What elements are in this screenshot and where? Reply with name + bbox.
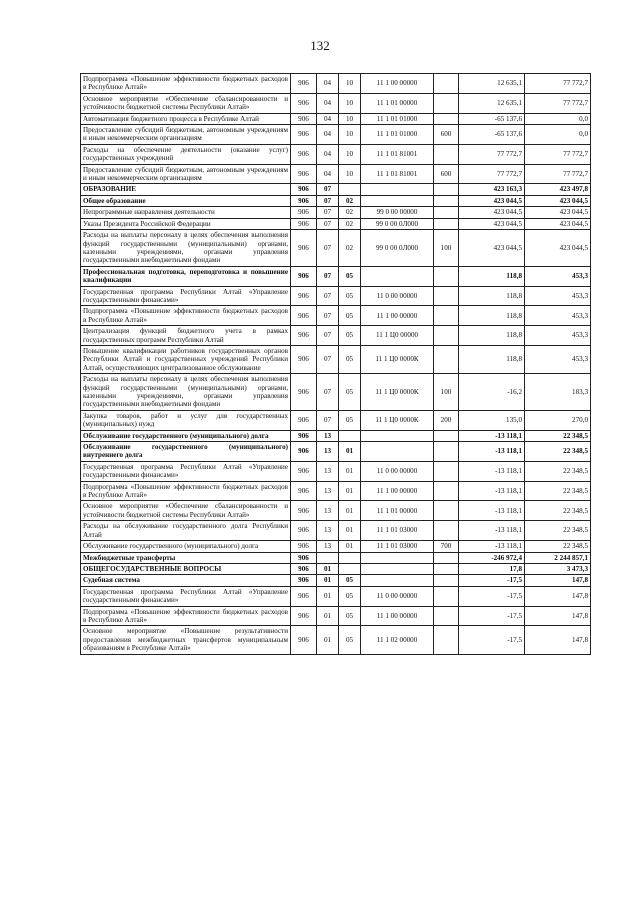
amount-total-cell: 77 772,7 xyxy=(525,164,591,184)
amount-total-cell: 22 348,5 xyxy=(525,461,591,481)
expense-type-cell xyxy=(434,218,459,229)
amount-change-cell: -13 118,1 xyxy=(459,481,525,501)
subsection-code-cell: 05 xyxy=(339,345,361,373)
target-article-cell xyxy=(361,195,434,206)
admin-code-cell: 906 xyxy=(291,345,317,373)
admin-code-cell: 906 xyxy=(291,575,317,586)
amount-change-cell: -65 137,6 xyxy=(459,125,525,145)
amount-change-cell: -13 118,1 xyxy=(459,461,525,481)
row-name-cell: ОБЩЕГОСУДАРСТВЕННЫЕ ВОПРОСЫ xyxy=(81,563,291,574)
target-article-cell: 11 1 00 00000 xyxy=(361,606,434,626)
amount-change-cell: -16,2 xyxy=(459,374,525,411)
amount-total-cell: 77 772,7 xyxy=(525,144,591,164)
target-article-cell: 11 1 Ц0 00000 xyxy=(361,326,434,346)
amount-total-cell: 22 348,5 xyxy=(525,481,591,501)
expense-type-cell xyxy=(434,430,459,441)
admin-code-cell: 906 xyxy=(291,326,317,346)
row-name-cell: ОБРАЗОВАНИЕ xyxy=(81,184,291,195)
row-name-cell: Подпрограмма «Повышение эффективности бюджетных расходов в Республике Алтай» xyxy=(81,74,291,94)
admin-code-cell: 906 xyxy=(291,586,317,606)
section-code-cell: 01 xyxy=(317,586,339,606)
section-code-cell: 01 xyxy=(317,626,339,654)
row-name-cell: Профессиональная подготовка, переподготовка и повышение квалификации xyxy=(81,266,291,286)
subsection-code-cell: 05 xyxy=(339,266,361,286)
expense-type-cell xyxy=(434,552,459,563)
table-row xyxy=(81,586,591,606)
admin-code-cell: 906 xyxy=(291,113,317,124)
subsection-code-cell: 10 xyxy=(339,125,361,145)
amount-change-cell: 423 163,3 xyxy=(459,184,525,195)
expense-type-cell xyxy=(434,93,459,113)
target-article-cell: 11 1 01 01000 xyxy=(361,125,434,145)
table-row xyxy=(81,541,591,552)
section-code-cell: 07 xyxy=(317,326,339,346)
subsection-code-cell: 05 xyxy=(339,374,361,411)
row-name-cell: Указы Президента Российской Федерации xyxy=(81,218,291,229)
subsection-code-cell: 05 xyxy=(339,626,361,654)
expense-type-cell xyxy=(434,195,459,206)
admin-code-cell: 906 xyxy=(291,541,317,552)
admin-code-cell: 906 xyxy=(291,125,317,145)
admin-code-cell: 906 xyxy=(291,501,317,521)
table-row xyxy=(81,218,591,229)
amount-change-cell: 77 772,7 xyxy=(459,164,525,184)
admin-code-cell: 906 xyxy=(291,184,317,195)
admin-code-cell: 906 xyxy=(291,230,317,267)
amount-change-cell: 423 044,5 xyxy=(459,195,525,206)
row-name-cell: Основное мероприятие «Обеспечение сбалансированности и устойчивости бюджетной системы Республики Алтай» xyxy=(81,93,291,113)
admin-code-cell: 906 xyxy=(291,207,317,218)
table-row xyxy=(81,481,591,501)
amount-total-cell: 423 044,5 xyxy=(525,218,591,229)
admin-code-cell: 906 xyxy=(291,481,317,501)
amount-total-cell: 147,8 xyxy=(525,586,591,606)
section-code-cell: 04 xyxy=(317,144,339,164)
amount-change-cell: 17,8 xyxy=(459,563,525,574)
target-article-cell: 11 1 00 00000 xyxy=(361,481,434,501)
target-article-cell: 99 0 00 0Л000 xyxy=(361,230,434,267)
section-code-cell: 13 xyxy=(317,461,339,481)
table-row xyxy=(81,306,591,326)
expense-type-cell xyxy=(434,626,459,654)
amount-change-cell: 118,8 xyxy=(459,326,525,346)
table-row xyxy=(81,144,591,164)
subsection-code-cell: 05 xyxy=(339,586,361,606)
row-name-cell: Расходы на обеспечение деятельности (оказание услуг) государственных учреждений xyxy=(81,144,291,164)
amount-change-cell: 423 044,5 xyxy=(459,207,525,218)
subsection-code-cell xyxy=(339,430,361,441)
admin-code-cell: 906 xyxy=(291,430,317,441)
amount-change-cell: -13 118,1 xyxy=(459,521,525,541)
target-article-cell: 11 1 Ц0 0000К xyxy=(361,410,434,430)
amount-total-cell: 183,3 xyxy=(525,374,591,411)
subsection-code-cell xyxy=(339,184,361,195)
table-row xyxy=(81,626,591,654)
table-row xyxy=(81,125,591,145)
section-code-cell: 07 xyxy=(317,306,339,326)
expense-type-cell xyxy=(434,606,459,626)
target-article-cell xyxy=(361,266,434,286)
amount-total-cell: 147,8 xyxy=(525,606,591,626)
expense-type-cell: 100 xyxy=(434,230,459,267)
amount-change-cell: -13 118,1 xyxy=(459,501,525,521)
amount-total-cell: 423 044,5 xyxy=(525,230,591,267)
amount-change-cell: 77 772,7 xyxy=(459,144,525,164)
section-code-cell: 07 xyxy=(317,286,339,306)
amount-change-cell: 423 044,5 xyxy=(459,230,525,267)
subsection-code-cell: 05 xyxy=(339,575,361,586)
table-row xyxy=(81,93,591,113)
section-code-cell: 04 xyxy=(317,125,339,145)
section-code-cell xyxy=(317,552,339,563)
expense-type-cell xyxy=(434,207,459,218)
expense-type-cell: 600 xyxy=(434,164,459,184)
amount-change-cell: 423 044,5 xyxy=(459,218,525,229)
amount-change-cell: -13 118,1 xyxy=(459,430,525,441)
admin-code-cell: 906 xyxy=(291,626,317,654)
row-name-cell: Предоставление субсидий бюджетным, автономным учреждениям и иным некоммерческим организациям xyxy=(81,164,291,184)
row-name-cell: Обслуживание государственного (муниципального) долга xyxy=(81,430,291,441)
section-code-cell: 01 xyxy=(317,563,339,574)
row-name-cell: Основное мероприятие «Обеспечение сбалансированности и устойчивости бюджетной системы Республики Алтай» xyxy=(81,501,291,521)
table-row xyxy=(81,374,591,411)
amount-change-cell: 118,8 xyxy=(459,286,525,306)
amount-total-cell: 0,0 xyxy=(525,125,591,145)
section-code-cell: 07 xyxy=(317,374,339,411)
amount-change-cell: 118,8 xyxy=(459,266,525,286)
subsection-code-cell: 05 xyxy=(339,326,361,346)
target-article-cell: 11 1 02 00000 xyxy=(361,626,434,654)
section-code-cell: 13 xyxy=(317,430,339,441)
target-article-cell xyxy=(361,552,434,563)
section-code-cell: 07 xyxy=(317,266,339,286)
table-row xyxy=(81,442,591,462)
table-row xyxy=(81,606,591,626)
subsection-code-cell: 02 xyxy=(339,230,361,267)
expense-type-cell xyxy=(434,501,459,521)
target-article-cell xyxy=(361,575,434,586)
target-article-cell: 11 1 00 00000 xyxy=(361,74,434,94)
expense-type-cell xyxy=(434,144,459,164)
table-row xyxy=(81,266,591,286)
expense-type-cell: 600 xyxy=(434,125,459,145)
table-row xyxy=(81,563,591,574)
target-article-cell: 99 0 00 00000 xyxy=(361,207,434,218)
row-name-cell: Государственная программа Республики Алтай «Управление государственными финансами» xyxy=(81,586,291,606)
table-row xyxy=(81,326,591,346)
target-article-cell: 11 1 00 00000 xyxy=(361,306,434,326)
amount-total-cell: 77 772,7 xyxy=(525,74,591,94)
table-row xyxy=(81,410,591,430)
section-code-cell: 07 xyxy=(317,184,339,195)
table-row xyxy=(81,552,591,563)
admin-code-cell: 906 xyxy=(291,195,317,206)
subsection-code-cell: 02 xyxy=(339,207,361,218)
amount-change-cell: 118,8 xyxy=(459,345,525,373)
amount-total-cell: 77 772,7 xyxy=(525,93,591,113)
target-article-cell: 11 1 Ц0 0000К xyxy=(361,345,434,373)
target-article-cell: 11 1 01 03000 xyxy=(361,541,434,552)
table-row xyxy=(81,575,591,586)
amount-total-cell: 3 473,3 xyxy=(525,563,591,574)
table-row xyxy=(81,345,591,373)
subsection-code-cell xyxy=(339,552,361,563)
subsection-code-cell: 01 xyxy=(339,481,361,501)
subsection-code-cell: 10 xyxy=(339,164,361,184)
target-article-cell: 11 0 00 00000 xyxy=(361,461,434,481)
table-row xyxy=(81,207,591,218)
amount-change-cell: 118,8 xyxy=(459,306,525,326)
section-code-cell: 13 xyxy=(317,521,339,541)
section-code-cell: 07 xyxy=(317,195,339,206)
expense-type-cell xyxy=(434,586,459,606)
amount-total-cell: 423 044,5 xyxy=(525,195,591,206)
amount-change-cell: -17,5 xyxy=(459,586,525,606)
section-code-cell: 07 xyxy=(317,230,339,267)
subsection-code-cell: 01 xyxy=(339,461,361,481)
target-article-cell: 11 1 01 03000 xyxy=(361,521,434,541)
row-name-cell: Расходы на обслуживание государственного долга Республики Алтай xyxy=(81,521,291,541)
table-row xyxy=(81,164,591,184)
target-article-cell: 11 1 01 81001 xyxy=(361,164,434,184)
table-row xyxy=(81,521,591,541)
section-code-cell: 07 xyxy=(317,207,339,218)
row-name-cell: Межбюджетные трансферты xyxy=(81,552,291,563)
row-name-cell: Непрограммные направления деятельности xyxy=(81,207,291,218)
admin-code-cell: 906 xyxy=(291,521,317,541)
amount-total-cell: 453,3 xyxy=(525,286,591,306)
amount-total-cell: 453,3 xyxy=(525,306,591,326)
expense-type-cell xyxy=(434,266,459,286)
row-name-cell: Общее образование xyxy=(81,195,291,206)
admin-code-cell: 906 xyxy=(291,164,317,184)
admin-code-cell: 906 xyxy=(291,266,317,286)
target-article-cell: 99 0 00 0Л000 xyxy=(361,218,434,229)
row-name-cell: Подпрограмма «Повышение эффективности бюджетных расходов в Республике Алтай» xyxy=(81,481,291,501)
amount-total-cell: 22 348,5 xyxy=(525,521,591,541)
subsection-code-cell: 10 xyxy=(339,113,361,124)
table-row xyxy=(81,113,591,124)
amount-total-cell: 147,8 xyxy=(525,626,591,654)
row-name-cell: Основное мероприятие «Повышение результативности предоставления межбюджетных трансфертов муниципальным образованиям в Республике Алтай» xyxy=(81,626,291,654)
row-name-cell: Расходы на выплаты персоналу в целях обеспечения выполнения функций государственными (муниципальными) органами, казенными учреждениями, органами управления государственными внебюджетными фондами xyxy=(81,374,291,411)
amount-total-cell: 270,0 xyxy=(525,410,591,430)
subsection-code-cell: 02 xyxy=(339,195,361,206)
target-article-cell: 11 1 01 00000 xyxy=(361,93,434,113)
section-code-cell: 07 xyxy=(317,218,339,229)
section-code-cell: 07 xyxy=(317,345,339,373)
admin-code-cell: 906 xyxy=(291,552,317,563)
expense-type-cell xyxy=(434,521,459,541)
target-article-cell: 11 1 01 81001 xyxy=(361,144,434,164)
subsection-code-cell: 05 xyxy=(339,286,361,306)
admin-code-cell: 906 xyxy=(291,144,317,164)
subsection-code-cell: 01 xyxy=(339,521,361,541)
section-code-cell: 13 xyxy=(317,501,339,521)
subsection-code-cell: 01 xyxy=(339,442,361,462)
expense-type-cell xyxy=(434,326,459,346)
subsection-code-cell: 01 xyxy=(339,541,361,552)
subsection-code-cell: 10 xyxy=(339,93,361,113)
expense-type-cell xyxy=(434,575,459,586)
amount-total-cell: 22 348,5 xyxy=(525,501,591,521)
expense-type-cell xyxy=(434,74,459,94)
subsection-code-cell: 02 xyxy=(339,218,361,229)
row-name-cell: Автоматизация бюджетного процесса в Республике Алтай xyxy=(81,113,291,124)
subsection-code-cell xyxy=(339,563,361,574)
admin-code-cell: 906 xyxy=(291,606,317,626)
page-number: 132 xyxy=(310,38,330,53)
row-name-cell: Государственная программа Республики Алтай «Управление государственными финансами» xyxy=(81,461,291,481)
section-code-cell: 07 xyxy=(317,410,339,430)
table-row xyxy=(81,74,591,94)
amount-change-cell: -13 118,1 xyxy=(459,541,525,552)
section-code-cell: 13 xyxy=(317,481,339,501)
admin-code-cell: 906 xyxy=(291,286,317,306)
subsection-code-cell: 05 xyxy=(339,306,361,326)
admin-code-cell: 906 xyxy=(291,74,317,94)
row-name-cell: Обслуживание государственного (муниципального) долга xyxy=(81,541,291,552)
expense-type-cell xyxy=(434,481,459,501)
amount-total-cell: 22 348,5 xyxy=(525,442,591,462)
row-name-cell: Подпрограмма «Повышение эффективности бюджетных расходов в Республике Алтай» xyxy=(81,306,291,326)
table-row xyxy=(81,461,591,481)
section-code-cell: 01 xyxy=(317,606,339,626)
expense-type-cell: 100 xyxy=(434,374,459,411)
row-name-cell: Подпрограмма «Повышение эффективности бюджетных расходов в Республике Алтай» xyxy=(81,606,291,626)
amount-total-cell: 423 497,8 xyxy=(525,184,591,195)
admin-code-cell: 906 xyxy=(291,218,317,229)
amount-change-cell: -65 137,6 xyxy=(459,113,525,124)
table-row xyxy=(81,195,591,206)
expense-type-cell xyxy=(434,563,459,574)
admin-code-cell: 906 xyxy=(291,563,317,574)
target-article-cell: 11 1 01 00000 xyxy=(361,501,434,521)
row-name-cell: Государственная программа Республики Алтай «Управление государственными финансами» xyxy=(81,286,291,306)
section-code-cell: 04 xyxy=(317,74,339,94)
target-article-cell xyxy=(361,563,434,574)
amount-change-cell: -17,5 xyxy=(459,626,525,654)
admin-code-cell: 906 xyxy=(291,93,317,113)
expense-type-cell xyxy=(434,345,459,373)
table-row xyxy=(81,501,591,521)
admin-code-cell: 906 xyxy=(291,461,317,481)
section-code-cell: 01 xyxy=(317,575,339,586)
row-name-cell: Закупка товаров, работ и услуг для государственных (муниципальных) нужд xyxy=(81,410,291,430)
amount-total-cell: 453,3 xyxy=(525,266,591,286)
expense-type-cell xyxy=(434,184,459,195)
amount-change-cell: 12 635,1 xyxy=(459,93,525,113)
target-article-cell xyxy=(361,442,434,462)
row-name-cell: Повышение квалификации работников государственных органов Республики Алтай и государственных учреждений Республики Алтай, осуществляющих централизованное обслуживание xyxy=(81,345,291,373)
target-article-cell: 11 1 01 01000 xyxy=(361,113,434,124)
subsection-code-cell: 01 xyxy=(339,501,361,521)
amount-total-cell: 453,3 xyxy=(525,326,591,346)
subsection-code-cell: 05 xyxy=(339,606,361,626)
amount-change-cell: -13 118,1 xyxy=(459,442,525,462)
amount-change-cell: -17,5 xyxy=(459,606,525,626)
target-article-cell: 11 0 00 00000 xyxy=(361,586,434,606)
target-article-cell: 11 0 00 00000 xyxy=(361,286,434,306)
expense-type-cell xyxy=(434,113,459,124)
admin-code-cell: 906 xyxy=(291,374,317,411)
row-name-cell: Судебная система xyxy=(81,575,291,586)
subsection-code-cell: 10 xyxy=(339,74,361,94)
subsection-code-cell: 05 xyxy=(339,410,361,430)
admin-code-cell: 906 xyxy=(291,410,317,430)
expense-type-cell xyxy=(434,306,459,326)
amount-total-cell: 0,0 xyxy=(525,113,591,124)
amount-change-cell: 135,0 xyxy=(459,410,525,430)
amount-total-cell: 22 348,5 xyxy=(525,541,591,552)
row-name-cell: Расходы на выплаты персоналу в целях обеспечения выполнения функций государственными (муниципальными) органами, казенными учреждениями, органами управления государственными внебюджетными фондами xyxy=(81,230,291,267)
amount-total-cell: 2 244 857,1 xyxy=(525,552,591,563)
row-name-cell: Централизация функций бюджетного учета в рамках государственных программ Республики Алтай xyxy=(81,326,291,346)
subsection-code-cell: 10 xyxy=(339,144,361,164)
table-row xyxy=(81,430,591,441)
expense-type-cell xyxy=(434,442,459,462)
table-row xyxy=(81,230,591,267)
table-row xyxy=(81,184,591,195)
amount-change-cell: 12 635,1 xyxy=(459,74,525,94)
expense-type-cell: 700 xyxy=(434,541,459,552)
target-article-cell: 11 1 Ц0 0000К xyxy=(361,374,434,411)
section-code-cell: 13 xyxy=(317,442,339,462)
amount-total-cell: 147,8 xyxy=(525,575,591,586)
section-code-cell: 04 xyxy=(317,164,339,184)
row-name-cell: Обслуживание государственного (муниципального) внутреннего долга xyxy=(81,442,291,462)
amount-total-cell: 453,3 xyxy=(525,345,591,373)
target-article-cell xyxy=(361,430,434,441)
section-code-cell: 13 xyxy=(317,541,339,552)
expense-type-cell xyxy=(434,286,459,306)
expense-type-cell: 200 xyxy=(434,410,459,430)
expense-type-cell xyxy=(434,461,459,481)
amount-change-cell: -246 972,4 xyxy=(459,552,525,563)
row-name-cell: Предоставление субсидий бюджетным, автономным учреждениям и иным некоммерческим организациям xyxy=(81,125,291,145)
amount-change-cell: -17,5 xyxy=(459,575,525,586)
section-code-cell: 04 xyxy=(317,113,339,124)
budget-table xyxy=(80,73,591,655)
amount-total-cell: 423 044,5 xyxy=(525,207,591,218)
section-code-cell: 04 xyxy=(317,93,339,113)
amount-total-cell: 22 348,5 xyxy=(525,430,591,441)
admin-code-cell: 906 xyxy=(291,442,317,462)
target-article-cell xyxy=(361,184,434,195)
table-row xyxy=(81,286,591,306)
admin-code-cell: 906 xyxy=(291,306,317,326)
